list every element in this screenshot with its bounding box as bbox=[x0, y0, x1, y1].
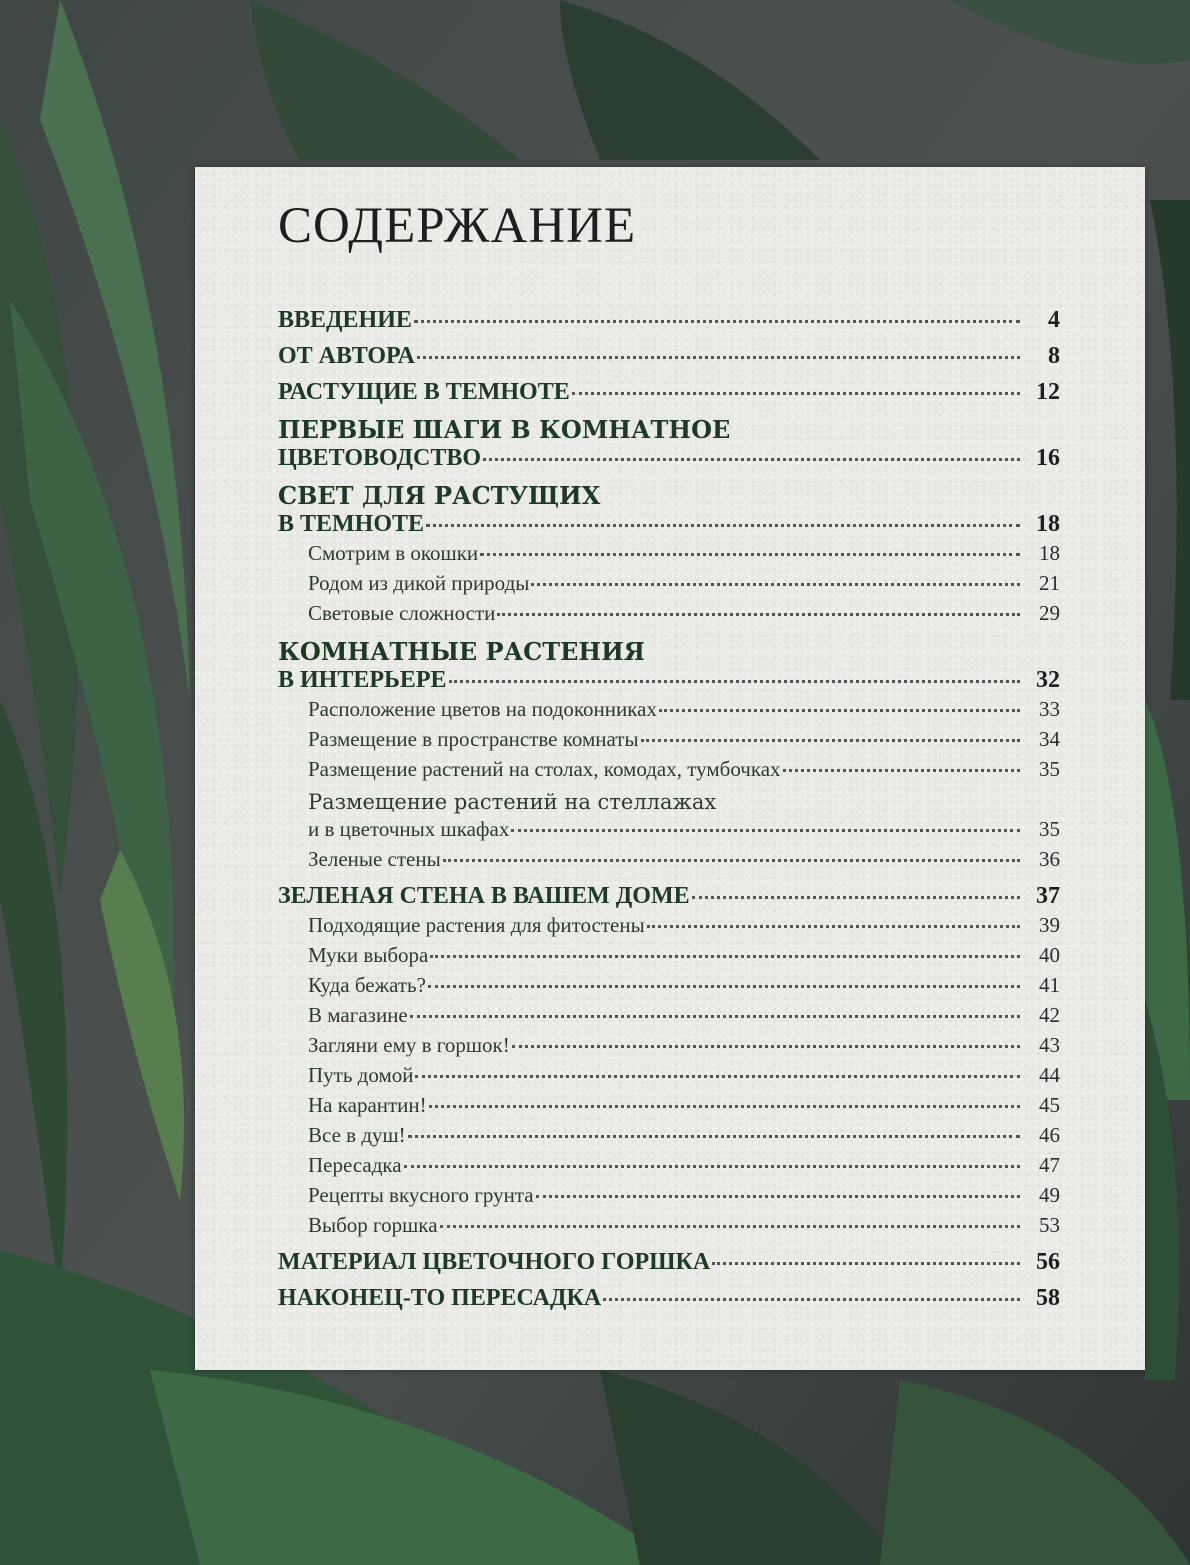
toc-subentry[interactable] bbox=[278, 1063, 1060, 1093]
toc-subentry-title: Муки выбора bbox=[308, 943, 429, 967]
toc-subentry-title: Куда бежать? bbox=[308, 973, 426, 997]
toc-entry-page: 18 bbox=[1036, 511, 1060, 537]
toc-entry-title: В ИНТЕРЬЕРЕ bbox=[278, 667, 447, 693]
toc-subentry[interactable] bbox=[278, 541, 1060, 571]
dot-leader bbox=[414, 319, 1020, 323]
toc-subentry[interactable] bbox=[278, 1123, 1060, 1153]
toc-subentry[interactable] bbox=[278, 757, 1060, 787]
toc-subentry-title: Расположение цветов на подоконниках bbox=[308, 697, 657, 721]
dot-leader bbox=[512, 1044, 1020, 1048]
toc-entry-page: 37 bbox=[1036, 883, 1060, 909]
toc-entry-page: 32 bbox=[1036, 667, 1060, 693]
dot-leader bbox=[483, 457, 1020, 461]
toc-subentry-page: 18 bbox=[1039, 541, 1060, 565]
dot-leader bbox=[430, 954, 1020, 958]
toc-subentry-title-line1: Размещение растений на стеллажах bbox=[308, 790, 717, 814]
toc-entry[interactable] bbox=[278, 511, 1060, 541]
page-title: СОДЕРЖАНИЕ bbox=[278, 198, 637, 254]
toc-subentry-page: 42 bbox=[1039, 1003, 1060, 1027]
toc-subentry-title: и в цветочных шкафах bbox=[308, 817, 510, 841]
toc-entry[interactable] bbox=[278, 1285, 1060, 1321]
toc-subentry-page: 46 bbox=[1039, 1123, 1060, 1147]
toc-entry[interactable] bbox=[278, 1249, 1060, 1285]
toc-subentry[interactable] bbox=[278, 943, 1060, 973]
dot-leader bbox=[603, 1297, 1020, 1301]
toc-subentry[interactable] bbox=[278, 817, 1060, 847]
toc-subentry[interactable] bbox=[278, 1093, 1060, 1123]
toc-subentry[interactable] bbox=[278, 1213, 1060, 1249]
dot-leader bbox=[404, 1164, 1020, 1168]
toc-entry-title-line1: ПЕРВЫЕ ШАГИ В КОМНАТНОЕ bbox=[278, 415, 731, 444]
toc-entry-title-line1: СВЕТ ДЛЯ РАСТУЩИХ bbox=[278, 481, 601, 510]
dot-leader bbox=[429, 1104, 1020, 1108]
toc-entry-page: 16 bbox=[1036, 445, 1060, 471]
dot-leader bbox=[647, 924, 1020, 928]
toc-entry-title-line1: КОМНАТНЫЕ РАСТЕНИЯ bbox=[278, 637, 645, 666]
dot-leader bbox=[659, 708, 1020, 712]
toc-subentry-page: 47 bbox=[1039, 1153, 1060, 1177]
toc-subentry-title: Загляни ему в горшок! bbox=[308, 1033, 510, 1057]
toc-subentry-title: Подходящие растения для фитостены bbox=[308, 913, 645, 937]
toc-subentry-title: В магазине bbox=[308, 1003, 408, 1027]
toc-subentry-title: Размещение растений на столах, комодах, тумбочках bbox=[308, 757, 781, 781]
toc-subentry-page: 41 bbox=[1039, 973, 1060, 997]
toc-subentry-title: Выбор горшка bbox=[308, 1213, 438, 1237]
toc-subentry[interactable] bbox=[278, 697, 1060, 727]
dot-leader bbox=[531, 582, 1020, 586]
toc-subentry[interactable] bbox=[278, 601, 1060, 637]
toc-subentry-page: 45 bbox=[1039, 1093, 1060, 1117]
toc-subentry-title: Смотрим в окошки bbox=[308, 541, 479, 565]
toc-entry-title: ВВЕДЕНИЕ bbox=[278, 307, 412, 333]
toc-entry-page: 12 bbox=[1036, 379, 1060, 405]
toc-subentry[interactable] bbox=[278, 1153, 1060, 1183]
toc-subentry-page: 43 bbox=[1039, 1033, 1060, 1057]
toc-entry[interactable] bbox=[278, 379, 1060, 415]
toc-subentry-title: Размещение в пространстве комнаты bbox=[308, 727, 639, 751]
toc-subentry-title: Все в душ! bbox=[308, 1123, 406, 1147]
dot-leader bbox=[408, 1134, 1020, 1138]
toc-subentry[interactable] bbox=[278, 727, 1060, 757]
toc-subentry-page: 36 bbox=[1039, 847, 1060, 871]
table-of-contents bbox=[278, 307, 1060, 1321]
toc-entry-page: 8 bbox=[1048, 343, 1060, 369]
toc-subentry-page: 40 bbox=[1039, 943, 1060, 967]
toc-entry-page: 4 bbox=[1048, 307, 1060, 333]
dot-leader bbox=[572, 391, 1020, 395]
dot-leader bbox=[417, 355, 1020, 359]
toc-subentry-page: 49 bbox=[1039, 1183, 1060, 1207]
dot-leader bbox=[511, 828, 1020, 832]
toc-subentry[interactable] bbox=[278, 973, 1060, 1003]
dot-leader bbox=[712, 1261, 1020, 1265]
toc-entry[interactable] bbox=[278, 343, 1060, 379]
dot-leader bbox=[410, 1014, 1020, 1018]
toc-subentry-title: Путь домой bbox=[308, 1063, 414, 1087]
toc-entry[interactable] bbox=[278, 667, 1060, 697]
toc-entry[interactable] bbox=[278, 883, 1060, 913]
toc-subentry[interactable] bbox=[278, 571, 1060, 601]
dot-leader bbox=[428, 984, 1020, 988]
toc-subentry[interactable] bbox=[278, 913, 1060, 943]
toc-subentry[interactable] bbox=[278, 847, 1060, 883]
toc-subentry-page: 34 bbox=[1039, 727, 1060, 751]
dot-leader bbox=[415, 1074, 1020, 1078]
toc-entry[interactable] bbox=[278, 445, 1060, 481]
toc-entry-title: В ТЕМНОТЕ bbox=[278, 511, 425, 537]
toc-subentry-page: 44 bbox=[1039, 1063, 1060, 1087]
toc-subentry[interactable] bbox=[278, 1033, 1060, 1063]
dot-leader bbox=[443, 858, 1020, 862]
toc-entry-page: 56 bbox=[1036, 1249, 1060, 1275]
dot-leader bbox=[783, 768, 1020, 772]
dot-leader bbox=[536, 1194, 1020, 1198]
dot-leader bbox=[426, 523, 1020, 527]
toc-entry-title: НАКОНЕЦ-ТО ПЕРЕСАДКА bbox=[278, 1285, 602, 1311]
toc-subentry-page: 39 bbox=[1039, 913, 1060, 937]
dot-leader bbox=[641, 738, 1020, 742]
dot-leader bbox=[480, 552, 1020, 556]
toc-entry-title: МАТЕРИАЛ ЦВЕТОЧНОГО ГОРШКА bbox=[278, 1249, 711, 1275]
toc-subentry-page: 33 bbox=[1039, 697, 1060, 721]
toc-subentry-page: 29 bbox=[1039, 601, 1060, 625]
dot-leader bbox=[497, 612, 1020, 616]
toc-entry-title: ЗЕЛЕНАЯ СТЕНА В ВАШЕМ ДОМЕ bbox=[278, 883, 690, 909]
toc-entry-page: 58 bbox=[1036, 1285, 1060, 1311]
toc-subentry[interactable] bbox=[278, 1003, 1060, 1033]
toc-entry[interactable] bbox=[278, 307, 1060, 343]
toc-subentry-title: Световые сложности bbox=[308, 601, 496, 625]
toc-subentry[interactable] bbox=[278, 1183, 1060, 1213]
toc-subentry-page: 35 bbox=[1039, 757, 1060, 781]
toc-subentry-title: Родом из дикой природы bbox=[308, 571, 530, 595]
toc-subentry-page: 21 bbox=[1039, 571, 1060, 595]
toc-entry-title: РАСТУЩИЕ В ТЕМНОТЕ bbox=[278, 379, 570, 405]
toc-subentry-page: 35 bbox=[1039, 817, 1060, 841]
dot-leader bbox=[692, 895, 1020, 899]
toc-entry-title: ЦВЕТОВОДСТВО bbox=[278, 445, 482, 471]
dot-leader bbox=[440, 1224, 1020, 1228]
toc-subentry-title: Пересадка bbox=[308, 1153, 402, 1177]
toc-subentry-title: Рецепты вкусного грунта bbox=[308, 1183, 534, 1207]
toc-entry-title: ОТ АВТОРА bbox=[278, 343, 415, 369]
toc-subentry-title: Зеленые стены bbox=[308, 847, 441, 871]
toc-subentry-page: 53 bbox=[1039, 1213, 1060, 1237]
dot-leader bbox=[449, 679, 1020, 683]
toc-panel bbox=[195, 167, 1145, 1370]
toc-subentry-title: На карантин! bbox=[308, 1093, 427, 1117]
